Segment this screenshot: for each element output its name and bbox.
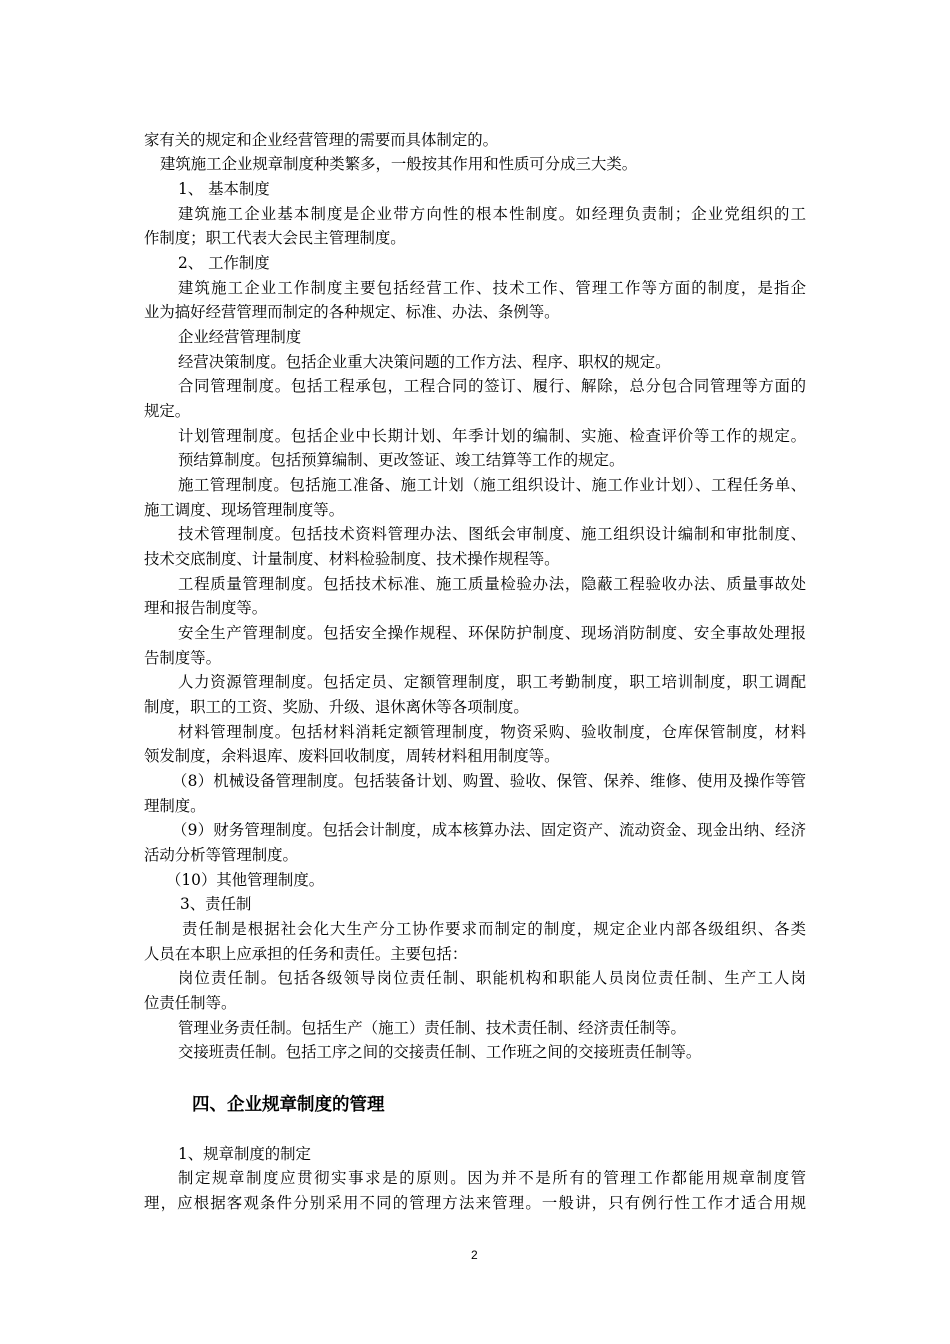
text-line: 交接班责任制。包括工序之间的交接责任制、工作班之间的交接班责任制等。 <box>178 1043 702 1061</box>
text-line: 家有关的规定和企业经营管理的需要而具体制定的。 <box>144 131 498 149</box>
section-heading: 四、企业规章制度的管理 <box>192 1095 385 1115</box>
text-line: （10）其他管理制度。 <box>166 871 325 889</box>
text-line: 制度，职工的工资、奖励、升级、退休离休等各项制度。 <box>144 698 529 716</box>
page-number: 2 <box>471 1248 478 1262</box>
text-line: 施工调度、现场管理制度等。 <box>144 501 345 519</box>
text-line: 理制度。 <box>144 797 206 815</box>
text-line: 建筑施工企业规章制度种类繁多，一般按其作用和性质可分成三大类。 <box>160 155 638 173</box>
text-line: （8）机械设备管理制度。包括装备计划、购置、验收、保管、保养、维修、使用及操作等管 <box>172 772 807 790</box>
text-line: 2、 工作制度 <box>178 254 270 272</box>
text-line: 安全生产管理制度。包括安全操作规程、环保防护制度、现场消防制度、安全事故处理报 <box>178 624 807 642</box>
text-line: 岗位责任制。包括各级领导岗位责任制、职能机构和职能人员岗位责任制、生产工人岗 <box>178 969 808 987</box>
text-line: 3、责任制 <box>180 895 252 913</box>
text-line: 建筑施工企业工作制度主要包括经营工作、技术工作、管理工作等方面的制度，是指企 <box>178 279 808 297</box>
text-line: 活动分析等管理制度。 <box>144 846 298 864</box>
text-line: 施工管理制度。包括施工准备、施工计划（施工组织设计、施工作业计划）、工程任务单、 <box>178 476 807 494</box>
text-line: 位责任制等。 <box>144 994 237 1012</box>
text-line: 1、规章制度的制定 <box>178 1145 311 1163</box>
text-line: 作制度；职工代表大会民主管理制度。 <box>144 229 406 247</box>
text-line: 企业经营管理制度 <box>178 328 302 346</box>
text-line: 告制度等。 <box>144 649 221 667</box>
text-line: 领发制度，余料退库、废料回收制度，周转材料租用制度等。 <box>144 747 560 765</box>
text-line: （9）财务管理制度。包括会计制度，成本核算办法、固定资产、流动资金、现金出纳、经济 <box>172 821 807 839</box>
text-line: 工程质量管理制度。包括技术标准、施工质量检验办法，隐蔽工程验收办法、质量事故处 <box>178 575 807 593</box>
text-line: 规定。 <box>144 402 191 420</box>
text-line: 经营决策制度。包括企业重大决策问题的工作方法、程序、职权的规定。 <box>178 353 671 371</box>
text-line: 技术管理制度。包括技术资料管理办法、图纸会审制度、施工组织设计编制和审批制度、 <box>178 525 807 543</box>
text-line: 人员在本职上应承担的任务和责任。主要包括： <box>144 945 468 963</box>
text-line: 理，应根据客观条件分别采用不同的管理方法来管理。一般讲，只有例行性工作才适合用规 <box>144 1194 808 1212</box>
text-line: 业为搞好经营管理而制定的各种规定、标准、办法、条例等。 <box>144 303 560 321</box>
text-line: 1、 基本制度 <box>178 180 270 198</box>
text-line: 计划管理制度。包括企业中长期计划、年季计划的编制、实施、检查评价等工作的规定。 <box>178 427 807 445</box>
text-line: 建筑施工企业基本制度是企业带方向性的根本性制度。如经理负责制；企业党组织的工 <box>178 205 808 223</box>
text-line: 责任制是根据社会化大生产分工协作要求而制定的制度，规定企业内部各级组织、各类 <box>182 920 808 938</box>
text-line: 人力资源管理制度。包括定员、定额管理制度，职工考勤制度，职工培训制度，职工调配 <box>178 673 807 691</box>
text-line: 理和报告制度等。 <box>144 599 268 617</box>
text-line: 预结算制度。包括预算编制、更改签证、竣工结算等工作的规定。 <box>178 451 625 469</box>
text-line: 制定规章制度应贯彻实事求是的原则。因为并不是所有的管理工作都能用规章制度管 <box>178 1169 808 1187</box>
text-line: 管理业务责任制。包括生产（施工）责任制、技术责任制、经济责任制等。 <box>178 1019 686 1037</box>
text-line: 材料管理制度。包括材料消耗定额管理制度，物资采购、验收制度，仓库保管制度，材料 <box>178 723 807 741</box>
text-line: 合同管理制度。包括工程承包，工程合同的签订、履行、解除，总分包合同管理等方面的 <box>178 377 807 395</box>
text-line: 技术交底制度、计量制度、材料检验制度、技术操作规程等。 <box>144 550 560 568</box>
